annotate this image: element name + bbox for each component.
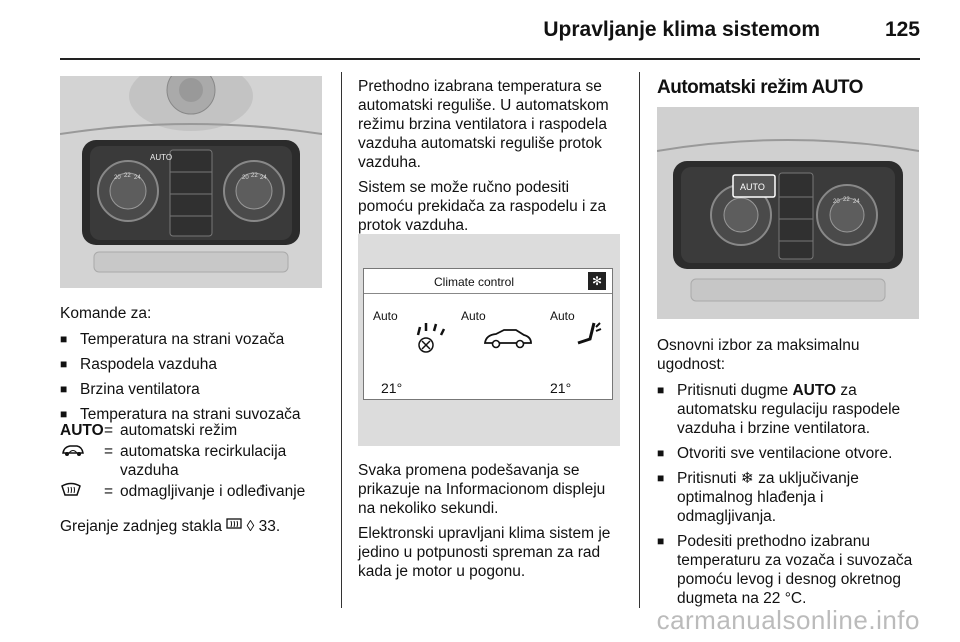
- list-item: ■ Temperatura na strani vozača: [60, 330, 332, 349]
- climate-panel-photo: [60, 76, 322, 288]
- header-rule: [60, 58, 920, 60]
- seat-airflow-icon: [574, 321, 602, 356]
- svg-text:20: 20: [114, 175, 121, 181]
- page-number: 125: [884, 18, 920, 41]
- auto-button-label: AUTO: [150, 153, 173, 162]
- ac-snowflake-icon: ❄: [740, 470, 754, 487]
- definition-key: AUTO: [60, 422, 104, 439]
- list-item: ■ Otvoriti sve ventilacione otvore.: [657, 444, 925, 463]
- controls-list: [60, 304, 332, 424]
- page-header: [60, 0, 920, 60]
- list-item: ■ Brzina ventilatora: [60, 380, 332, 399]
- svg-text:24: 24: [853, 199, 860, 205]
- temp-left: 21°: [381, 380, 403, 396]
- svg-text:22: 22: [251, 173, 258, 179]
- paragraph: Sistem se može ručno podesiti pomoću prekidača za raspodelu i za protok vazduha.: [358, 179, 607, 234]
- list-item: ■ Podesiti prethodno izabranu temperaturu za vozača i suvozača pomoću levog i desnog okretnog dugmeta na 22 °C.: [657, 532, 925, 608]
- settings-icon: ✻: [588, 272, 606, 290]
- auto-mode-instructions: [657, 336, 925, 608]
- paragraph: Prethodno izabrana temperatura se automatski reguliše. U automatskom režimu brzina ventilatora i raspodela vazduha automatski reguliše protok vazduha.: [358, 78, 609, 171]
- watermark: carmanualsonline.info: [656, 605, 920, 635]
- svg-text:24: 24: [134, 175, 141, 181]
- definition-row: = odmagljivanje i odleđivanje: [60, 482, 330, 503]
- column-divider-right: [639, 72, 640, 608]
- display-label: Auto: [550, 309, 575, 323]
- definition-value: automatska recirkulacija vazduha: [120, 443, 287, 479]
- paragraph: Elektronski upravljani klima sistem je jedino u potpunosti spreman za rad kada je motor u pogonu.: [358, 525, 611, 580]
- display-frame: [363, 268, 613, 400]
- controls-intro: Komande za:: [60, 305, 152, 322]
- list-item: ■ Pritisnuti dugme AUTO za automatsku regulaciju raspodele vazduha i brzine ventilatora.: [657, 381, 925, 438]
- temp-right: 21°: [550, 380, 572, 396]
- definition-row: AUTO = automatski režim: [60, 421, 330, 440]
- paragraph: Osnovni izbor za maksimalnu ugodnost:: [657, 337, 860, 373]
- page-title: Upravljanje klima sistemom: [543, 18, 820, 41]
- page-ref-icon: ◊: [246, 518, 255, 535]
- definition-value: odmagljivanje i odleđivanje: [120, 483, 306, 500]
- svg-text:22: 22: [843, 197, 850, 203]
- svg-text:20: 20: [242, 175, 249, 181]
- display-title: Climate control: [433, 275, 515, 289]
- list-item: ■ Raspodela vazduha: [60, 355, 332, 374]
- climate-display-screen: [358, 234, 620, 446]
- car-recirculation-icon: [60, 442, 104, 480]
- rear-window-heat-icon: [226, 518, 242, 535]
- definition-list: [60, 421, 330, 505]
- definition-row: = automatska recirkulacija vazduha: [60, 442, 330, 480]
- rear-window-heating-note: Grejanje zadnjeg stakla ◊ 33.: [60, 518, 281, 535]
- display-label: Auto: [461, 309, 486, 323]
- column-divider-left: [341, 72, 342, 608]
- page-ref: 33.: [258, 518, 281, 535]
- paragraph: Svaka promena podešavanja se prikazuje na Informacionom displeju na nekoliko sekundi.: [358, 462, 606, 517]
- definition-value: automatski režim: [120, 422, 238, 439]
- svg-text:24: 24: [260, 175, 267, 181]
- car-airflow-icon: [482, 327, 534, 356]
- section-title: Automatski režim AUTO: [657, 77, 863, 98]
- middle-text-bottom: [358, 461, 626, 581]
- auto-button-photo: [657, 107, 919, 319]
- svg-text:22: 22: [124, 173, 131, 179]
- auto-button-label: AUTO: [740, 182, 765, 192]
- fan-icon: [410, 321, 446, 360]
- list-item: ■ Pritisnuti ❄ za uključivanje optimalnog hlađenja i odmagljivanja.: [657, 469, 925, 526]
- list-item: ■ Temperatura na strani suvozača: [60, 405, 332, 424]
- display-label: Auto: [373, 309, 398, 323]
- svg-text:20: 20: [833, 199, 840, 205]
- windshield-defrost-icon: [60, 482, 104, 503]
- middle-text-top: [358, 77, 624, 235]
- auto-keyword: AUTO: [792, 382, 837, 399]
